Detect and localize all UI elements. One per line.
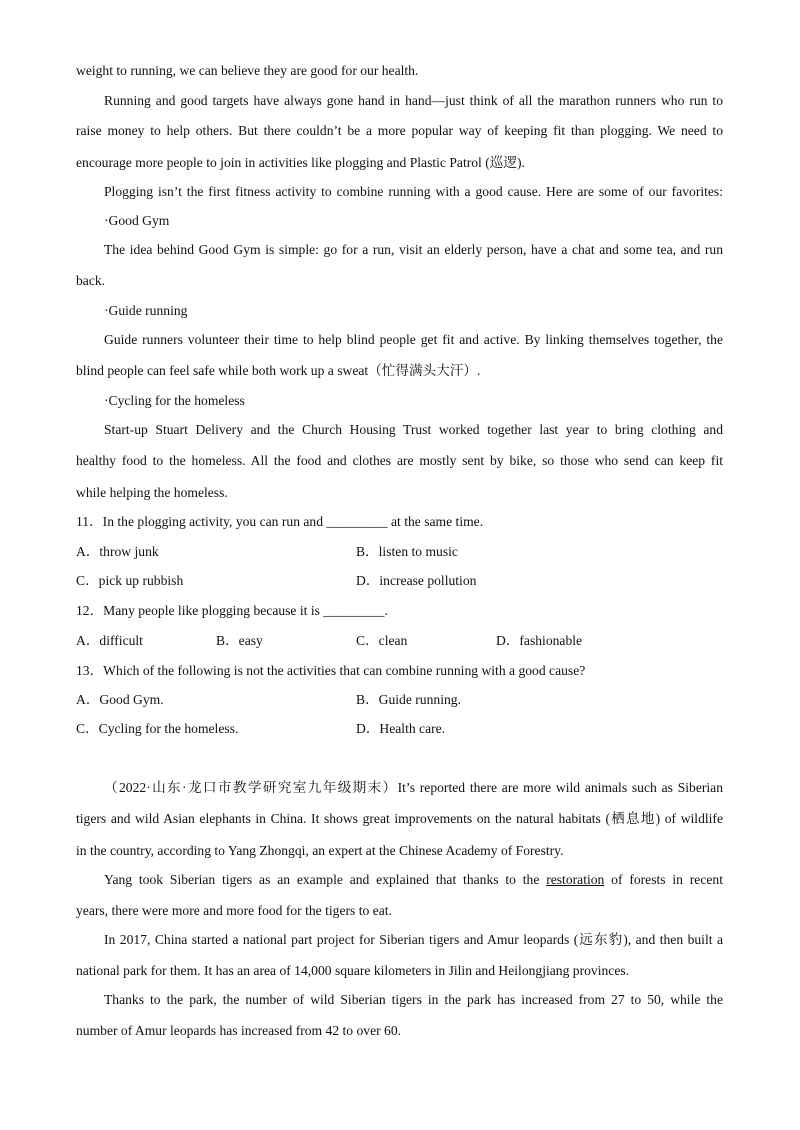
option-a: A．throw junk <box>76 544 159 559</box>
passage2-text: Yang took Siberian tigers as an example and explained that thanks to the <box>104 872 540 887</box>
passage2-line: number of Amur leopards has increased from 42 to over 60. <box>76 1023 402 1038</box>
option-d: D．fashionable <box>496 633 583 648</box>
passage2-line: national park for them. It has an area of 14,000 square kilometers in Jilin and Heilongjiang provinces. <box>76 963 630 978</box>
passage1-line: raise money to help others. But there couldn’t be a more popular way of keeping fit than plogging. We need to <box>76 123 723 138</box>
section-heading: ·Good Gym <box>104 213 170 228</box>
option-b: B．Guide running. <box>356 692 461 707</box>
option-b: B．listen to music <box>356 544 458 559</box>
question-stem: 12．Many people like plogging because it is _________. <box>76 603 388 618</box>
passage1-line: Plogging isn’t the first fitness activity to combine running with a good cause. Here are some of our favorites: <box>104 184 723 199</box>
passage2-line: years, there were more and more food for the tigers to eat. <box>76 903 392 918</box>
passage1-line: Guide runners volunteer their time to help blind people get fit and active. By linking themselves together, the <box>104 332 723 347</box>
passage1-line: Start-up Stuart Delivery and the Church Housing Trust worked together last year to bring clothing and <box>104 422 723 437</box>
passage1-line: while helping the homeless. <box>76 485 228 500</box>
passage1-line: healthy food to the homeless. All the food and clothes are mostly sent by bike, so those who send can keep fit <box>76 453 723 468</box>
passage1-line: back. <box>76 273 106 288</box>
passage2-line: （2022·山东·龙口市教学研究室九年级期末）It’s reported there are more wild animals such as Siberian <box>104 780 723 795</box>
option-c: C．pick up rubbish <box>76 573 184 588</box>
passage2-line: In 2017, China started a national part project for Siberian tigers and Amur leopards (远东豹), and then built a <box>104 932 723 947</box>
question-stem: 11．In the plogging activity, you can run and _________ at the same time. <box>76 514 484 529</box>
section-heading: ·Guide running <box>104 303 188 318</box>
question-stem: 13．Which of the following is not the activities that can combine running with a good cause? <box>76 663 586 678</box>
passage2-text: of forests in recent <box>611 872 723 887</box>
option-d: D．Health care. <box>356 721 446 736</box>
option-a: A．difficult <box>76 633 143 648</box>
passage2-line <box>104 871 723 889</box>
underlined-word: restoration <box>546 872 605 887</box>
section-heading: ·Cycling for the homeless <box>104 393 245 408</box>
option-d: D．increase pollution <box>356 573 477 588</box>
option-c: C．Cycling for the homeless. <box>76 721 239 736</box>
passage2-line: in the country, according to Yang Zhongqi, an expert at the Chinese Academy of Forestry. <box>76 843 564 858</box>
passage1-line: Running and good targets have always gone hand in hand—just think of all the marathon runners who run to <box>104 93 723 108</box>
passage1-line: weight to running, we can believe they are good for our health. <box>76 63 419 78</box>
option-b: B．easy <box>216 633 263 648</box>
passage2-line: Thanks to the park, the number of wild Siberian tigers in the park has increased from 27 to 50, while the <box>104 992 723 1007</box>
passage1-line: encourage more people to join in activities like plogging and Plastic Patrol (巡逻). <box>76 155 525 170</box>
option-a: A．Good Gym. <box>76 692 164 707</box>
passage1-line: blind people can feel safe while both work up a sweat（忙得满头大汗）. <box>76 363 481 378</box>
passage2-line: tigers and wild Asian elephants in China. It shows great improvements on the natural habitats (栖息地) of wildlife <box>76 811 723 826</box>
passage1-line: The idea behind Good Gym is simple: go for a run, visit an elderly person, have a chat and some tea, and run <box>104 242 723 257</box>
option-c: C．clean <box>356 633 408 648</box>
